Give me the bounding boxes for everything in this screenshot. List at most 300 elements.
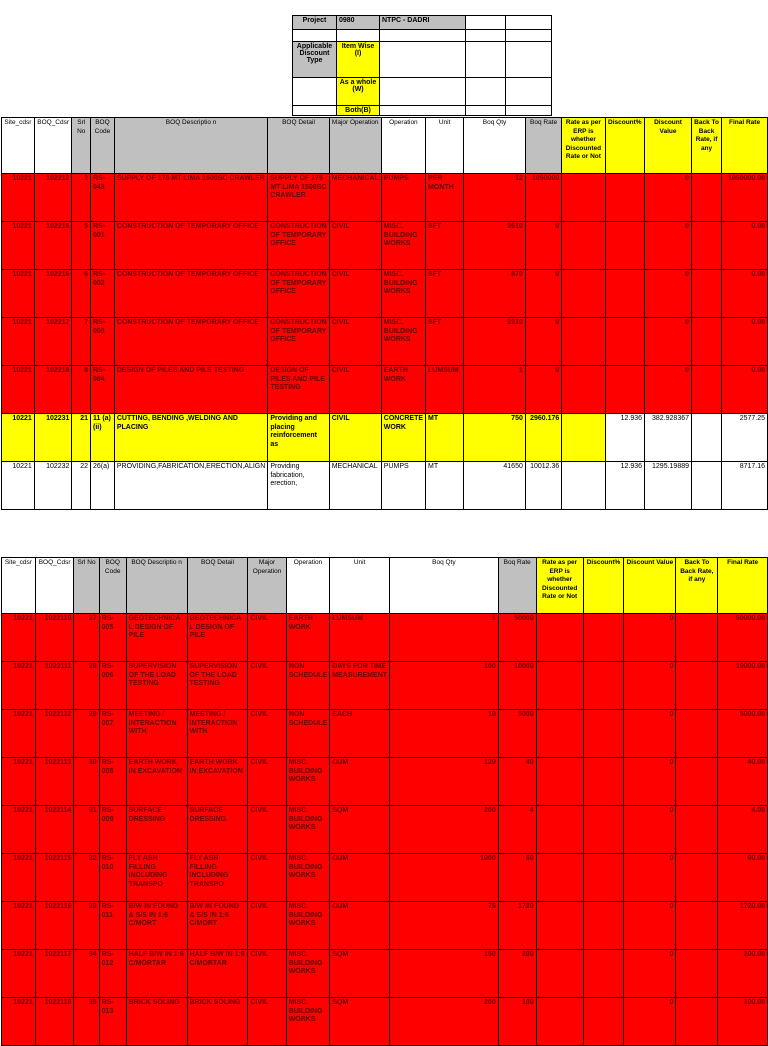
cell-major-operation: CIVIL: [248, 710, 286, 758]
cell-major-operation: CIVIL: [329, 270, 381, 318]
cell-major-operation: CIVIL: [248, 806, 286, 854]
column-header-site: Site_cdsr: [2, 118, 35, 174]
cell-discount-value: 0: [624, 854, 676, 902]
table-row: [2, 950, 768, 998]
table-row: [2, 270, 768, 318]
cell-unit: SFT: [426, 222, 464, 270]
column-header-unit: Unit: [330, 558, 390, 614]
cell-qty: 150: [390, 950, 499, 998]
cell-description: EARTH WORK IN EXCAVATION: [126, 758, 187, 806]
cell-site: 10221: [2, 902, 36, 950]
cell-final-rate: 60.00: [718, 854, 768, 902]
table-header-row: [2, 118, 768, 174]
cell-major-operation: CIVIL: [248, 662, 286, 710]
cell-discount-pct: [583, 806, 624, 854]
cell-discount-value: 0: [645, 270, 692, 318]
cell-discount-value: 0: [645, 366, 692, 414]
cell-srl-no: 29: [74, 710, 99, 758]
cell-boq-code: RS-006: [99, 662, 126, 710]
cell-detail: FLY ASH FILLING INCLUDING TRANSPO: [187, 854, 248, 902]
cell-boq-cdsr: 102232: [34, 462, 72, 510]
column-header-description: BOQ Descriptio n: [114, 118, 267, 174]
cell-boq-code: RS-010: [99, 854, 126, 902]
project-header-block: [292, 15, 552, 116]
cell-boq-code: RS-002: [90, 270, 114, 318]
column-header-boq-cdsr: BOQ_Cdsr: [35, 558, 74, 614]
option-both: Both(B): [337, 106, 380, 116]
cell-boq-cdsr: 102215: [34, 222, 72, 270]
cell-final-rate: 100.00: [718, 998, 768, 1046]
cell-discount-pct: [583, 614, 624, 662]
cell-discount-value: 0: [624, 998, 676, 1046]
cell-boq-cdsr: 1022111: [35, 662, 74, 710]
cell-operation: MISC. BUILDING WORKS: [381, 222, 425, 270]
cell-description: CONSTRUCTION OF TEMPORARY OFFICE: [114, 270, 267, 318]
cell-final-rate: 0.00: [722, 366, 768, 414]
cell-back-to-back-rate: [692, 414, 722, 462]
cell-unit: LUMSUM: [330, 614, 390, 662]
cell-site: 10221: [2, 806, 36, 854]
cell-unit: CUM: [330, 854, 390, 902]
cell-operation: MISC. BUILDING WORKS: [286, 950, 330, 998]
cell-description: GEOTECHNICAL DESIGN OF PILE: [126, 614, 187, 662]
cell-boq-code: RS-008: [99, 758, 126, 806]
cell-detail: CONSTRUCTION OF TEMPORARY OFFICE: [268, 270, 329, 318]
cell-rate: 1720: [498, 902, 536, 950]
cell-discount-value: 0: [624, 806, 676, 854]
cell-operation: MISC. BUILDING WORKS: [286, 998, 330, 1046]
cell-qty: 2310: [464, 318, 526, 366]
cell-boq-cdsr: 1022115: [35, 854, 74, 902]
cell-detail: GEOTECHNICAL DESIGN OF PILE: [187, 614, 248, 662]
cell-final-rate: 0.00: [722, 222, 768, 270]
cell-qty: 1: [464, 366, 526, 414]
cell-qty: 12: [464, 174, 526, 222]
column-header-boq-cdsr: BOQ_Cdsr: [34, 118, 72, 174]
cell-qty: 41650: [464, 462, 526, 510]
cell-major-operation: MECHANICAL: [329, 174, 381, 222]
cell-srl-no: 34: [74, 950, 99, 998]
cell-operation: MISC. BUILDING WORKS: [286, 902, 330, 950]
boq-table-1: [1, 117, 768, 510]
cell-discount-pct: 12.936: [605, 462, 645, 510]
cell-discount-value: 382.928367: [645, 414, 692, 462]
cell-detail: Providing fabrication, erection,: [268, 462, 329, 510]
column-header-boq-code: BOQ Code: [99, 558, 126, 614]
cell-back-to-back-rate: [676, 998, 718, 1046]
cell-boq-code: RS-043: [90, 174, 114, 222]
cell-discount-value: 0: [645, 222, 692, 270]
cell-erp-rate-flag: [562, 222, 605, 270]
cell-erp-rate-flag: [536, 854, 583, 902]
cell-detail: MEETING / INTERACTION WITH: [187, 710, 248, 758]
column-header-erp-rate-flag: Rate as per ERP is whether Discounted Rate or Not: [562, 118, 605, 174]
cell-srl-no: 28: [74, 662, 99, 710]
column-header-boq-code: BOQ Code: [90, 118, 114, 174]
cell-erp-rate-flag: [536, 950, 583, 998]
cell-qty: 200: [390, 806, 499, 854]
cell-erp-rate-flag: [536, 998, 583, 1046]
cell-erp-rate-flag: [562, 174, 605, 222]
cell-boq-code: RS-012: [99, 950, 126, 998]
table-row: [2, 222, 768, 270]
cell-final-rate: 0.00: [722, 270, 768, 318]
cell-operation: EARTH WORK: [286, 614, 330, 662]
cell-unit: SFT: [426, 318, 464, 366]
column-header-srl-no: Srl No: [74, 558, 99, 614]
cell-site: 10221: [2, 854, 36, 902]
cell-boq-code: 11 (a) (ii): [90, 414, 114, 462]
cell-operation: PUMPS: [381, 462, 425, 510]
cell-boq-cdsr: 1022112: [35, 710, 74, 758]
cell-boq-code: RS-009: [99, 806, 126, 854]
cell-description: SURFACE DRESSING: [126, 806, 187, 854]
cell-srl-no: 2: [72, 174, 91, 222]
cell-back-to-back-rate: [676, 806, 718, 854]
cell-back-to-back-rate: [676, 662, 718, 710]
cell-site: 10221: [2, 366, 35, 414]
cell-erp-rate-flag: [562, 462, 605, 510]
column-header-major-operation: Major Operation: [248, 558, 286, 614]
cell-srl-no: 22: [72, 462, 91, 510]
cell-qty: 870: [464, 270, 526, 318]
column-header-srl-no: Srl No: [72, 118, 91, 174]
cell-major-operation: CIVIL: [248, 854, 286, 902]
cell-final-rate: 1050000.00: [722, 174, 768, 222]
cell-qty: 100: [390, 662, 499, 710]
cell-major-operation: CIVIL: [248, 998, 286, 1046]
cell-boq-cdsr: 1022116: [35, 902, 74, 950]
option-whole: As a whole (W): [337, 78, 380, 106]
table-row: [2, 806, 768, 854]
table-row: [2, 174, 768, 222]
cell-detail: EARTH WORK IN EXCAVATION: [187, 758, 248, 806]
cell-back-to-back-rate: [692, 318, 722, 366]
cell-site: 10221: [2, 950, 36, 998]
column-header-erp-rate-flag: Rate as per ERP is whether Discounted Rate or Not: [536, 558, 583, 614]
cell-detail: CONSTRUCTION OF TEMPORARY OFFICE: [268, 318, 329, 366]
cell-final-rate: 2577.25: [722, 414, 768, 462]
cell-discount-value: 0: [624, 758, 676, 806]
cell-erp-rate-flag: [536, 614, 583, 662]
column-header-rate: Boq Rate: [498, 558, 536, 614]
cell-detail: SUPERVISION OF THE LOAD TESTING: [187, 662, 248, 710]
cell-operation: MISC. BUILDING WORKS: [286, 854, 330, 902]
cell-major-operation: CIVIL: [329, 222, 381, 270]
table-row: [2, 758, 768, 806]
column-header-operation: Operation: [381, 118, 425, 174]
table-row: [2, 318, 768, 366]
cell-boq-code: RS-013: [99, 998, 126, 1046]
cell-erp-rate-flag: [562, 366, 605, 414]
cell-rate: 1050000: [525, 174, 561, 222]
cell-rate: 2960.176: [525, 414, 561, 462]
cell-boq-code: RS-003: [90, 318, 114, 366]
cell-srl-no: 6: [72, 270, 91, 318]
cell-erp-rate-flag: [562, 414, 605, 462]
cell-description: SUPERVISION OF THE LOAD TESTING: [126, 662, 187, 710]
cell-description: CONSTRUCTION OF TEMPORARY OFFICE: [114, 318, 267, 366]
cell-description: BRICK SOLING: [126, 998, 187, 1046]
cell-discount-pct: 12.936: [605, 414, 645, 462]
cell-site: 10221: [2, 174, 35, 222]
cell-operation: MISC. BUILDING WORKS: [381, 318, 425, 366]
table-row: [2, 662, 768, 710]
cell-discount-pct: [583, 710, 624, 758]
cell-discount-pct: [583, 950, 624, 998]
cell-rate: 4: [498, 806, 536, 854]
cell-rate: 0: [525, 270, 561, 318]
column-header-discount-pct: Discount%: [605, 118, 645, 174]
table-row: [2, 998, 768, 1046]
cell-major-operation: CIVIL: [329, 366, 381, 414]
cell-rate: 10000: [498, 662, 536, 710]
cell-boq-cdsr: 102212: [34, 174, 72, 222]
cell-unit: PER MONTH: [426, 174, 464, 222]
cell-back-to-back-rate: [676, 710, 718, 758]
cell-discount-pct: [583, 662, 624, 710]
cell-operation: EARTH WORK: [381, 366, 425, 414]
column-header-discount-value: Discount Value: [645, 118, 692, 174]
cell-unit: SQM: [330, 806, 390, 854]
cell-description: SUPPLY OF 175 MT LIMA 1500SC CRAWLER: [114, 174, 267, 222]
cell-rate: 60: [498, 854, 536, 902]
cell-final-rate: 8717.16: [722, 462, 768, 510]
cell-erp-rate-flag: [536, 902, 583, 950]
table-row: [2, 710, 768, 758]
cell-site: 10221: [2, 462, 35, 510]
cell-final-rate: 1720.00: [718, 902, 768, 950]
project-label: Project: [293, 16, 337, 30]
cell-major-operation: CIVIL: [329, 318, 381, 366]
cell-final-rate: 40.00: [718, 758, 768, 806]
cell-back-to-back-rate: [692, 366, 722, 414]
cell-back-to-back-rate: [692, 222, 722, 270]
cell-detail: SURFACE DRESSING: [187, 806, 248, 854]
cell-back-to-back-rate: [692, 270, 722, 318]
cell-site: 10221: [2, 710, 36, 758]
cell-qty: 75: [390, 902, 499, 950]
cell-major-operation: CIVIL: [248, 950, 286, 998]
cell-detail: DESIGN OF PILES AND PILE TESTING: [268, 366, 329, 414]
cell-rate: 100: [498, 998, 536, 1046]
cell-final-rate: 4.00: [718, 806, 768, 854]
cell-back-to-back-rate: [676, 758, 718, 806]
cell-boq-cdsr: 102216: [34, 270, 72, 318]
cell-final-rate: 50000.00: [718, 614, 768, 662]
cell-description: MEETING / INTERACTION WITH: [126, 710, 187, 758]
column-header-site: Site_cdsr: [2, 558, 36, 614]
cell-unit: LUMSUM: [426, 366, 464, 414]
table-row: [2, 462, 768, 510]
cell-description: CUTTING, BENDING ,WELDING AND PLACING: [114, 414, 267, 462]
cell-boq-cdsr: 1022114: [35, 806, 74, 854]
cell-back-to-back-rate: [676, 614, 718, 662]
column-header-qty: Boq Qty: [390, 558, 499, 614]
cell-unit: SQM: [330, 950, 390, 998]
cell-boq-code: RS-004: [90, 366, 114, 414]
cell-srl-no: 31: [74, 806, 99, 854]
cell-qty: 750: [464, 414, 526, 462]
cell-discount-pct: [583, 854, 624, 902]
cell-srl-no: 7: [72, 318, 91, 366]
table-row: [2, 854, 768, 902]
table-row: [2, 614, 768, 662]
cell-detail: BRICK SOLING: [187, 998, 248, 1046]
cell-boq-cdsr: 102218: [34, 366, 72, 414]
cell-srl-no: 21: [72, 414, 91, 462]
discount-type-label: Applicable Discount Type: [293, 42, 337, 78]
cell-unit: EACH: [330, 710, 390, 758]
cell-discount-pct: [605, 174, 645, 222]
column-header-discount-pct: Discount%: [583, 558, 624, 614]
cell-srl-no: 27: [74, 614, 99, 662]
cell-unit: DAYS FOR TIME MEASUREMENT: [330, 662, 390, 710]
column-header-description: BOQ Descriptio n: [126, 558, 187, 614]
cell-description: DESIGN OF PILES AND PILE TESTING: [114, 366, 267, 414]
column-header-rate: Boq Rate: [525, 118, 561, 174]
cell-major-operation: CIVIL: [329, 414, 381, 462]
cell-unit: MT: [426, 462, 464, 510]
cell-operation: MISC. BUILDING WORKS: [286, 806, 330, 854]
cell-discount-value: 0: [624, 902, 676, 950]
cell-site: 10221: [2, 998, 36, 1046]
column-header-discount-value: Discount Value: [624, 558, 676, 614]
column-header-detail: BOQ Detail: [187, 558, 248, 614]
cell-detail: Providing and placing reinforcement as: [268, 414, 329, 462]
column-header-back-to-back-rate: Back To Back Rate, if any: [676, 558, 718, 614]
cell-qty: 1000: [390, 854, 499, 902]
cell-description: CONSTRUCTION OF TEMPORARY OFFICE: [114, 222, 267, 270]
cell-operation: PUMPS: [381, 174, 425, 222]
cell-description: B/W IN FOUND & S/S IN 1:6 C/MORT: [126, 902, 187, 950]
cell-back-to-back-rate: [676, 854, 718, 902]
cell-srl-no: 32: [74, 854, 99, 902]
cell-discount-pct: [583, 758, 624, 806]
cell-qty: 10: [390, 710, 499, 758]
cell-discount-pct: [605, 222, 645, 270]
cell-back-to-back-rate: [676, 902, 718, 950]
cell-major-operation: CIVIL: [248, 614, 286, 662]
cell-detail: B/W IN FOUND & S/S IN 1:6 C/MORT: [187, 902, 248, 950]
cell-srl-no: 8: [72, 366, 91, 414]
cell-discount-value: 0: [624, 950, 676, 998]
project-name: NTPC - DADRI: [380, 16, 466, 30]
cell-rate: 0: [525, 222, 561, 270]
cell-final-rate: 200.00: [718, 950, 768, 998]
cell-erp-rate-flag: [536, 758, 583, 806]
cell-description: HALF B/W IN 1:6 C/MORTAR: [126, 950, 187, 998]
column-header-back-to-back-rate: Back To Back Rate, if any: [692, 118, 722, 174]
cell-rate: 40: [498, 758, 536, 806]
cell-rate: 0: [525, 366, 561, 414]
cell-discount-pct: [605, 318, 645, 366]
option-item-wise: Item Wise (I): [337, 42, 380, 78]
cell-rate: 10012.36: [525, 462, 561, 510]
column-header-unit: Unit: [426, 118, 464, 174]
cell-site: 10221: [2, 318, 35, 366]
cell-site: 10221: [2, 222, 35, 270]
cell-qty: 2610: [464, 222, 526, 270]
cell-discount-pct: [583, 902, 624, 950]
cell-site: 10221: [2, 270, 35, 318]
cell-boq-code: RS-001: [90, 222, 114, 270]
cell-qty: 120: [390, 758, 499, 806]
cell-boq-cdsr: 1022118: [35, 998, 74, 1046]
cell-boq-code: 26(a): [90, 462, 114, 510]
cell-srl-no: 35: [74, 998, 99, 1046]
cell-boq-cdsr: 1022113: [35, 758, 74, 806]
cell-site: 10221: [2, 758, 36, 806]
cell-discount-value: 0: [624, 614, 676, 662]
cell-unit: SFT: [426, 270, 464, 318]
cell-qty: 1: [390, 614, 499, 662]
cell-unit: MT: [426, 414, 464, 462]
cell-back-to-back-rate: [676, 950, 718, 998]
column-header-operation: Operation: [286, 558, 330, 614]
cell-qty: 200: [390, 998, 499, 1046]
table-row: [2, 414, 768, 462]
project-code: 0980: [337, 16, 380, 30]
cell-rate: 0: [525, 318, 561, 366]
cell-detail: SUPPLY OF 175 MT LIMA 1500SC CRAWLER: [268, 174, 329, 222]
cell-major-operation: MECHANICAL: [329, 462, 381, 510]
column-header-qty: Boq Qty: [464, 118, 526, 174]
cell-site: 10221: [2, 614, 36, 662]
cell-rate: 200: [498, 950, 536, 998]
cell-site: 10221: [2, 662, 36, 710]
cell-rate: 5000: [498, 710, 536, 758]
column-header-major-operation: Major Operation: [329, 118, 381, 174]
cell-boq-cdsr: 1022110: [35, 614, 74, 662]
cell-unit: SQM: [330, 998, 390, 1046]
cell-erp-rate-flag: [562, 318, 605, 366]
cell-boq-cdsr: 1022117: [35, 950, 74, 998]
cell-rate: 50000: [498, 614, 536, 662]
cell-erp-rate-flag: [536, 662, 583, 710]
cell-discount-value: 0: [624, 710, 676, 758]
column-header-detail: BOQ Detail: [268, 118, 329, 174]
table-header-row: [2, 558, 768, 614]
cell-description: FLY ASH FILLING INCLUDING TRANSPO: [126, 854, 187, 902]
cell-discount-value: 0: [645, 318, 692, 366]
cell-description: PROVIDING,FABRICATION,ERECTION,ALIGN: [114, 462, 267, 510]
cell-operation: CONCRETE WORK: [381, 414, 425, 462]
cell-boq-cdsr: 102231: [34, 414, 72, 462]
cell-major-operation: CIVIL: [248, 758, 286, 806]
cell-srl-no: 33: [74, 902, 99, 950]
cell-discount-value: 1295.19889: [645, 462, 692, 510]
cell-final-rate: 5000.00: [718, 710, 768, 758]
cell-discount-pct: [583, 998, 624, 1046]
cell-erp-rate-flag: [536, 806, 583, 854]
cell-boq-cdsr: 102217: [34, 318, 72, 366]
cell-erp-rate-flag: [562, 270, 605, 318]
cell-unit: CUM: [330, 758, 390, 806]
cell-final-rate: 10000.00: [718, 662, 768, 710]
cell-operation: MISC. BUILDING WORKS: [286, 758, 330, 806]
cell-operation: NON SCHEDULE: [286, 662, 330, 710]
cell-boq-code: RS-011: [99, 902, 126, 950]
cell-site: 10221: [2, 414, 35, 462]
cell-discount-pct: [605, 270, 645, 318]
cell-boq-code: RS-007: [99, 710, 126, 758]
cell-operation: NON SCHEDULE: [286, 710, 330, 758]
cell-discount-value: 0: [645, 174, 692, 222]
cell-erp-rate-flag: [536, 710, 583, 758]
cell-unit: CUM: [330, 902, 390, 950]
cell-major-operation: CIVIL: [248, 902, 286, 950]
